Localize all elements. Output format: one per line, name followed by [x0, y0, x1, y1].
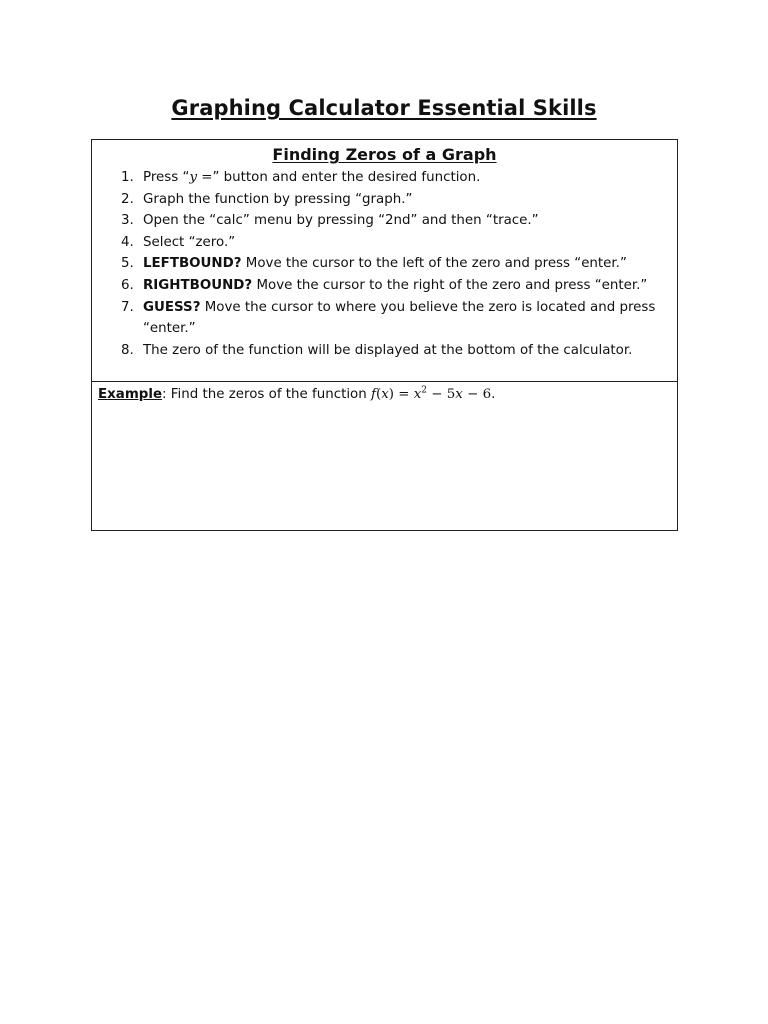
- example-label: Example: [98, 387, 163, 402]
- skills-box: [91, 139, 678, 531]
- math-close-paren: ): [388, 387, 394, 402]
- step-text: Press “: [143, 170, 190, 185]
- example-function: [371, 387, 491, 402]
- example-period: .: [491, 387, 496, 402]
- step-text: Open the “calc” menu by pressing “2nd” and then “trace.”: [143, 213, 539, 229]
- math-x-2: x: [455, 387, 463, 402]
- step-1: [92, 167, 677, 189]
- math-f: f: [370, 387, 376, 402]
- example-colon: :: [162, 387, 167, 402]
- math-base: x: [413, 387, 422, 402]
- math-equals: =: [393, 387, 414, 402]
- page-title: Graphing Calculator Essential Skills: [171, 96, 597, 120]
- step-number: 2.: [121, 191, 134, 207]
- step-text: Move the cursor to the left of the zero and press “enter.”: [241, 256, 627, 272]
- step-4: [92, 232, 677, 254]
- math-x: x: [381, 387, 389, 402]
- math-exponent: 2: [421, 385, 428, 396]
- step-7: [92, 297, 677, 340]
- step-2: [92, 189, 677, 211]
- step-number: 4.: [121, 234, 134, 250]
- steps-section: [92, 140, 677, 382]
- step-number: 6.: [121, 277, 134, 293]
- math-y-equals: y =: [189, 170, 213, 185]
- step-lead: GUESS?: [143, 299, 201, 315]
- math-minus-6: − 6: [462, 387, 492, 402]
- steps-list: [92, 167, 677, 361]
- step-number: 1.: [121, 170, 134, 185]
- step-text: Select “zero.”: [143, 234, 236, 250]
- step-lead: LEFTBOUND?: [143, 256, 242, 272]
- example-prompt: Find the zeros of the function: [166, 387, 371, 402]
- math-minus-5: − 5: [427, 387, 456, 402]
- step-number: 7.: [121, 299, 134, 315]
- step-text: Move the cursor to where you believe the zero is located and press “enter.”: [143, 299, 656, 337]
- step-text: ” button and enter the desired function.: [212, 170, 481, 185]
- step-number: 8.: [121, 342, 134, 358]
- step-number: 3.: [121, 213, 134, 229]
- step-lead: RIGHTBOUND?: [143, 277, 253, 293]
- step-text: Move the cursor to the right of the zero and press “enter.”: [252, 277, 648, 293]
- step-number: 5.: [121, 256, 134, 272]
- step-text: The zero of the function will be displayed at the bottom of the calculator.: [143, 342, 633, 358]
- step-text: Graph the function by pressing “graph.”: [143, 191, 413, 207]
- example-section: [92, 382, 677, 407]
- section-title: Finding Zeros of a Graph: [272, 145, 497, 164]
- step-3: [92, 210, 677, 232]
- step-8: [92, 340, 677, 362]
- step-5: [92, 253, 677, 275]
- math-open-paren: (: [375, 387, 382, 402]
- step-6: [92, 275, 677, 297]
